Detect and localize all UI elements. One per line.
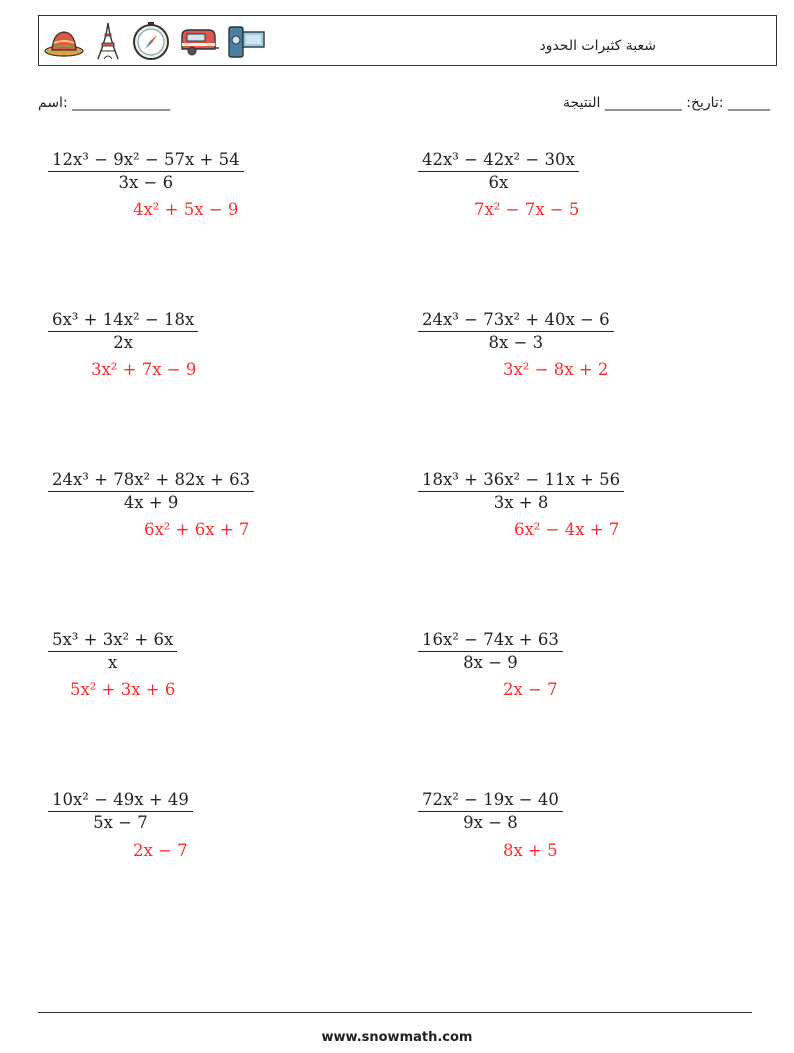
problem-2 [418,150,579,192]
answer-5: 6x² + 6x + 7 [144,520,250,539]
camper-trailer-icon [179,21,219,61]
numerator: 10x² − 49x + 49 [48,790,193,812]
problem-4 [418,310,614,352]
numerator: 5x³ + 3x² + 6x [48,630,177,652]
numerator: 12x³ − 9x² − 57x + 54 [48,150,244,172]
answer-3: 3x² + 7x − 9 [91,360,197,379]
numerator: 72x² − 19x − 40 [418,790,563,812]
answer-4: 3x² − 8x + 2 [503,360,609,379]
answer-8: 2x − 7 [503,680,558,699]
answer-9: 2x − 7 [133,841,188,860]
date-score-field: ______ :تاريخ: ___________ النتيجة [562,95,770,111]
problem-9 [48,790,193,832]
page-title: شعبة كثيرات الحدود [539,38,656,54]
problem-7 [48,630,177,672]
numerator: 42x³ − 42x² − 30x [418,150,579,172]
video-camera-icon [227,21,267,61]
denominator: x [107,653,118,672]
problem-5 [48,470,254,512]
denominator: 5x − 7 [93,813,148,832]
denominator: 8x − 3 [488,333,544,352]
numerator: 24x³ + 78x² + 82x + 63 [48,470,254,492]
name-field: ______________ :اسم [38,95,171,111]
problem-10 [418,790,563,832]
numerator: 18x³ + 36x² − 11x + 56 [418,470,624,492]
denominator: 3x − 6 [118,173,174,192]
problem-3 [48,310,198,352]
denominator: 2x [113,333,134,352]
icon-row [43,21,267,61]
sombrero-icon [43,21,85,61]
compass-icon [131,21,171,61]
eiffel-tower-icon [93,21,123,61]
footer-divider [38,1012,752,1013]
answer-10: 8x + 5 [503,841,558,860]
numerator: 6x³ + 14x² − 18x [48,310,198,332]
denominator: 9x − 8 [463,813,518,832]
denominator: 3x + 8 [493,493,549,512]
answer-1: 4x² + 5x − 9 [133,200,239,219]
denominator: 4x + 9 [123,493,179,512]
denominator: 8x − 9 [463,653,518,672]
header-box [38,15,777,66]
denominator: 6x [488,173,509,192]
problem-1 [48,150,244,192]
answer-2: 7x² − 7x − 5 [474,200,580,219]
footer-url[interactable]: www.snowmath.com [321,1030,473,1045]
problem-8 [418,630,563,672]
problem-6 [418,470,624,512]
answer-7: 5x² + 3x + 6 [70,680,176,699]
answer-6: 6x² − 4x + 7 [514,520,620,539]
numerator: 16x² − 74x + 63 [418,630,563,652]
numerator: 24x³ − 73x² + 40x − 6 [418,310,614,332]
